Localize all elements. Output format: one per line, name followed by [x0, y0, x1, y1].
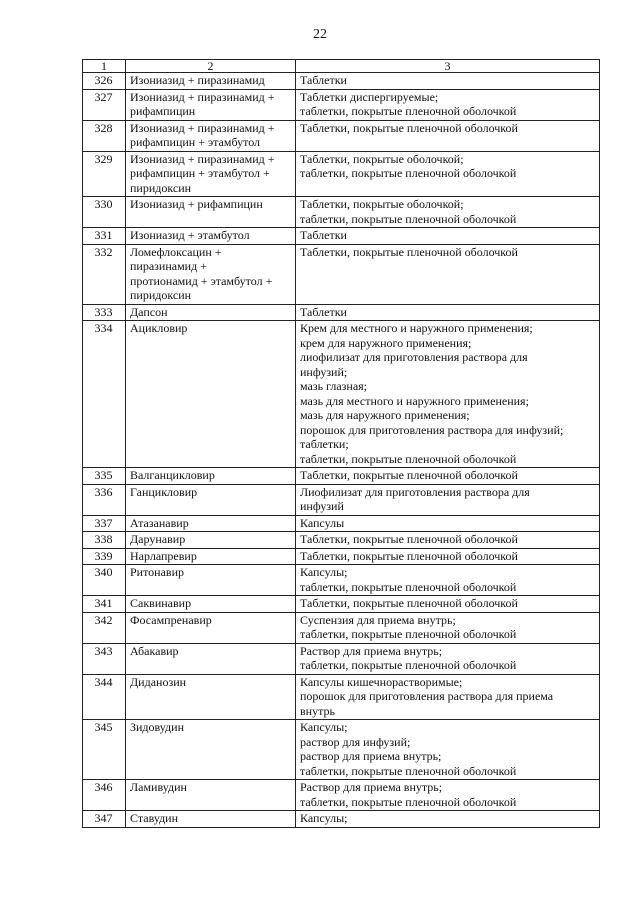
- drug-name-line: Изониазид + этамбутол: [130, 228, 250, 242]
- drug-name-line: Ацикловир: [130, 321, 188, 335]
- dosage-form-cell: [296, 720, 600, 780]
- dosage-form-line: таблетки, покрытые пленочной оболочкой: [300, 166, 517, 180]
- drug-name-line: Ставудин: [130, 811, 179, 825]
- drug-name-cell: [126, 643, 296, 674]
- drug-name-line: Абакавир: [130, 643, 179, 658]
- drug-name-line: рифампицин: [130, 104, 196, 118]
- row-number: 337: [83, 515, 126, 532]
- row-number: 344: [83, 674, 126, 720]
- dosage-form-cell: [296, 811, 600, 828]
- dosage-form-line: Капсулы;: [300, 565, 348, 579]
- medicines-table: [82, 59, 600, 828]
- row-number: 341: [83, 596, 126, 613]
- drug-name-cell: [126, 780, 296, 811]
- drug-name-line: Дарунавир: [130, 532, 186, 546]
- dosage-form-cell: [296, 532, 600, 549]
- drug-name-cell: [126, 548, 296, 565]
- row-number: 334: [83, 321, 126, 468]
- table-row: [83, 596, 600, 613]
- drug-name-cell: [126, 720, 296, 780]
- dosage-form-line: Таблетки: [300, 73, 347, 87]
- dosage-form-cell: [296, 780, 600, 811]
- dosage-form-line: порошок для приготовления раствора для приема: [300, 689, 554, 703]
- row-number: 335: [83, 468, 126, 485]
- dosage-form-cell: [296, 674, 600, 720]
- row-number: 328: [83, 120, 126, 151]
- drug-name-cell: [126, 244, 296, 304]
- page-number: 22: [313, 27, 327, 42]
- dosage-form-line: Таблетки, покрытые пленочной оболочкой: [300, 244, 518, 259]
- dosage-form-line: мазь для местного и наружного применения;: [300, 393, 529, 408]
- row-number: 326: [83, 73, 126, 90]
- drug-name-line: Изониазид + пиразинамид: [130, 73, 265, 87]
- drug-name-cell: [126, 674, 296, 720]
- dosage-form-line: Таблетки: [300, 228, 347, 242]
- dosage-form-line: таблетки, покрытые пленочной оболочкой: [300, 579, 517, 594]
- drug-name-cell: [126, 468, 296, 485]
- row-number: 333: [83, 304, 126, 321]
- dosage-form-line: Таблетки, покрытые пленочной оболочкой: [300, 468, 518, 482]
- dosage-form-line: Лиофилизат для приготовления раствора для: [300, 484, 530, 499]
- dosage-form-line: таблетки, покрытые пленочной оболочкой: [300, 658, 517, 672]
- dosage-form-line: таблетки, покрытые пленочной оболочкой: [300, 104, 517, 118]
- dosage-form-line: таблетки, покрытые пленочной оболочкой: [300, 451, 517, 466]
- row-number: 338: [83, 532, 126, 549]
- table-row: [83, 720, 600, 780]
- drug-name-cell: [126, 532, 296, 549]
- dosage-form-cell: [296, 515, 600, 532]
- dosage-form-cell: [296, 151, 600, 197]
- table-row: [83, 304, 600, 321]
- dosage-form-line: Таблетки, покрытые пленочной оболочкой: [300, 532, 518, 546]
- drug-name-line: Изониазид + пиразинамид +: [130, 120, 275, 135]
- dosage-form-line: крем для наружного применения;: [300, 335, 472, 350]
- dosage-form-cell: [296, 321, 600, 468]
- drug-name-line: Нарлапревир: [130, 548, 197, 563]
- dosage-form-cell: [296, 197, 600, 228]
- drug-name-line: Изониазид + рифампицин: [130, 197, 263, 211]
- drug-name-cell: [126, 321, 296, 468]
- table-row: [83, 548, 600, 565]
- column-header-2: 2: [126, 60, 296, 73]
- dosage-form-line: Крем для местного и наружного применения;: [300, 321, 533, 335]
- drug-name-line: пиридоксин: [130, 180, 192, 195]
- row-number: 345: [83, 720, 126, 780]
- dosage-form-cell: [296, 73, 600, 90]
- dosage-form-cell: [296, 612, 600, 643]
- drug-name-cell: [126, 228, 296, 245]
- drug-name-line: протионамид + этамбутол +: [130, 273, 273, 288]
- table-row: [83, 515, 600, 532]
- dosage-form-line: таблетки;: [300, 437, 349, 451]
- dosage-form-line: Капсулы;: [300, 811, 348, 825]
- dosage-form-cell: [296, 596, 600, 613]
- drug-name-line: Фосампренавир: [130, 612, 212, 627]
- dosage-form-line: таблетки, покрытые пленочной оболочкой: [300, 211, 517, 226]
- dosage-form-line: Таблетки: [300, 304, 347, 319]
- table-row: [83, 612, 600, 643]
- dosage-form-line: мазь для наружного применения;: [300, 408, 470, 422]
- row-number: 332: [83, 244, 126, 304]
- table-row: [83, 780, 600, 811]
- dosage-form-line: Таблетки, покрытые оболочкой;: [300, 151, 464, 166]
- dosage-form-cell: [296, 89, 600, 120]
- drug-name-line: Зидовудин: [130, 720, 184, 734]
- drug-name-line: Ламивудин: [130, 780, 187, 794]
- dosage-form-cell: [296, 244, 600, 304]
- dosage-form-line: таблетки, покрытые пленочной оболочкой: [300, 794, 517, 809]
- dosage-form-cell: [296, 643, 600, 674]
- drug-name-cell: [126, 484, 296, 515]
- drug-name-cell: [126, 120, 296, 151]
- table-row: [83, 468, 600, 485]
- dosage-form-line: Капсулы: [300, 515, 345, 530]
- row-number: 329: [83, 151, 126, 197]
- table-header-row: [83, 60, 600, 73]
- column-header-3: 3: [296, 60, 600, 73]
- row-number: 346: [83, 780, 126, 811]
- table-body: [83, 73, 600, 828]
- drug-name-line: Изониазид + пиразинамид +: [130, 151, 275, 166]
- table-row: [83, 643, 600, 674]
- drug-name-line: рифампицин + этамбутол +: [130, 166, 270, 180]
- drug-name-line: Ломефлоксацин +: [130, 244, 222, 259]
- drug-name-cell: [126, 89, 296, 120]
- drug-name-cell: [126, 197, 296, 228]
- dosage-form-line: Капсулы;: [300, 720, 348, 734]
- dosage-form-line: раствор для приема внутрь;: [300, 749, 442, 763]
- drug-name-line: Дапсон: [130, 304, 168, 319]
- dosage-form-cell: [296, 548, 600, 565]
- dosage-form-line: Капсулы кишечнорастворимые;: [300, 674, 463, 689]
- drug-name-cell: [126, 811, 296, 828]
- row-number: 339: [83, 548, 126, 565]
- drug-name-line: Изониазид + пиразинамид +: [130, 89, 275, 104]
- drug-name-line: пиридоксин: [130, 288, 192, 302]
- dosage-form-line: Таблетки, покрытые оболочкой;: [300, 197, 464, 211]
- dosage-form-line: Раствор для приема внутрь;: [300, 780, 443, 794]
- row-number: 342: [83, 612, 126, 643]
- table-row: [83, 532, 600, 549]
- row-number: 347: [83, 811, 126, 828]
- dosage-form-line: лиофилизат для приготовления раствора для: [300, 350, 528, 364]
- drug-name-line: пиразинамид +: [130, 259, 207, 273]
- dosage-form-cell: [296, 304, 600, 321]
- drug-name-cell: [126, 304, 296, 321]
- drug-name-cell: [126, 565, 296, 596]
- drug-name-cell: [126, 612, 296, 643]
- table-row: [83, 244, 600, 304]
- drug-name-cell: [126, 596, 296, 613]
- dosage-form-line: раствор для инфузий;: [300, 734, 411, 749]
- table-row: [83, 197, 600, 228]
- table-row: [83, 811, 600, 828]
- row-number: 343: [83, 643, 126, 674]
- dosage-form-line: Раствор для приема внутрь;: [300, 643, 443, 658]
- dosage-form-line: Таблетки, покрытые пленочной оболочкой: [300, 120, 518, 135]
- row-number: 336: [83, 484, 126, 515]
- drug-name-line: Ганцикловир: [130, 484, 198, 499]
- table-row: [83, 484, 600, 515]
- table-row: [83, 321, 600, 468]
- column-header-1: 1: [83, 60, 126, 73]
- drug-name-cell: [126, 151, 296, 197]
- dosage-form-cell: [296, 565, 600, 596]
- table-row: [83, 73, 600, 90]
- dosage-form-cell: [296, 484, 600, 515]
- drug-name-line: Атазанавир: [130, 515, 189, 530]
- row-number: 340: [83, 565, 126, 596]
- drug-name-line: Валганцикловир: [130, 468, 215, 482]
- dosage-form-line: порошок для приготовления раствора для инфузий;: [300, 422, 564, 437]
- table-row: [83, 120, 600, 151]
- dosage-form-line: таблетки, покрытые пленочной оболочкой: [300, 627, 517, 641]
- drug-name-cell: [126, 515, 296, 532]
- dosage-form-line: таблетки, покрытые пленочной оболочкой: [300, 763, 517, 778]
- dosage-form-cell: [296, 468, 600, 485]
- row-number: 330: [83, 197, 126, 228]
- drug-name-line: рифампицин + этамбутол: [130, 135, 261, 149]
- drug-name-cell: [126, 73, 296, 90]
- table-row: [83, 565, 600, 596]
- dosage-form-line: инфузий;: [300, 364, 348, 379]
- dosage-form-cell: [296, 228, 600, 245]
- table-row: [83, 674, 600, 720]
- table-row: [83, 89, 600, 120]
- table-row: [83, 151, 600, 197]
- table-row: [83, 228, 600, 245]
- dosage-form-line: инфузий: [300, 499, 344, 513]
- drug-name-line: Ритонавир: [130, 565, 185, 579]
- dosage-form-line: Таблетки, покрытые пленочной оболочкой: [300, 548, 518, 563]
- dosage-form-line: внутрь: [300, 703, 335, 718]
- dosage-form-line: мазь глазная;: [300, 379, 368, 393]
- dosage-form-line: Таблетки, покрытые пленочной оболочкой: [300, 596, 518, 610]
- row-number: 331: [83, 228, 126, 245]
- dosage-form-line: Таблетки диспергируемые;: [300, 89, 439, 104]
- drug-name-line: Саквинавир: [130, 596, 192, 610]
- drug-name-line: Диданозин: [130, 674, 187, 689]
- dosage-form-line: Суспензия для приема внутрь;: [300, 612, 456, 627]
- dosage-form-cell: [296, 120, 600, 151]
- row-number: 327: [83, 89, 126, 120]
